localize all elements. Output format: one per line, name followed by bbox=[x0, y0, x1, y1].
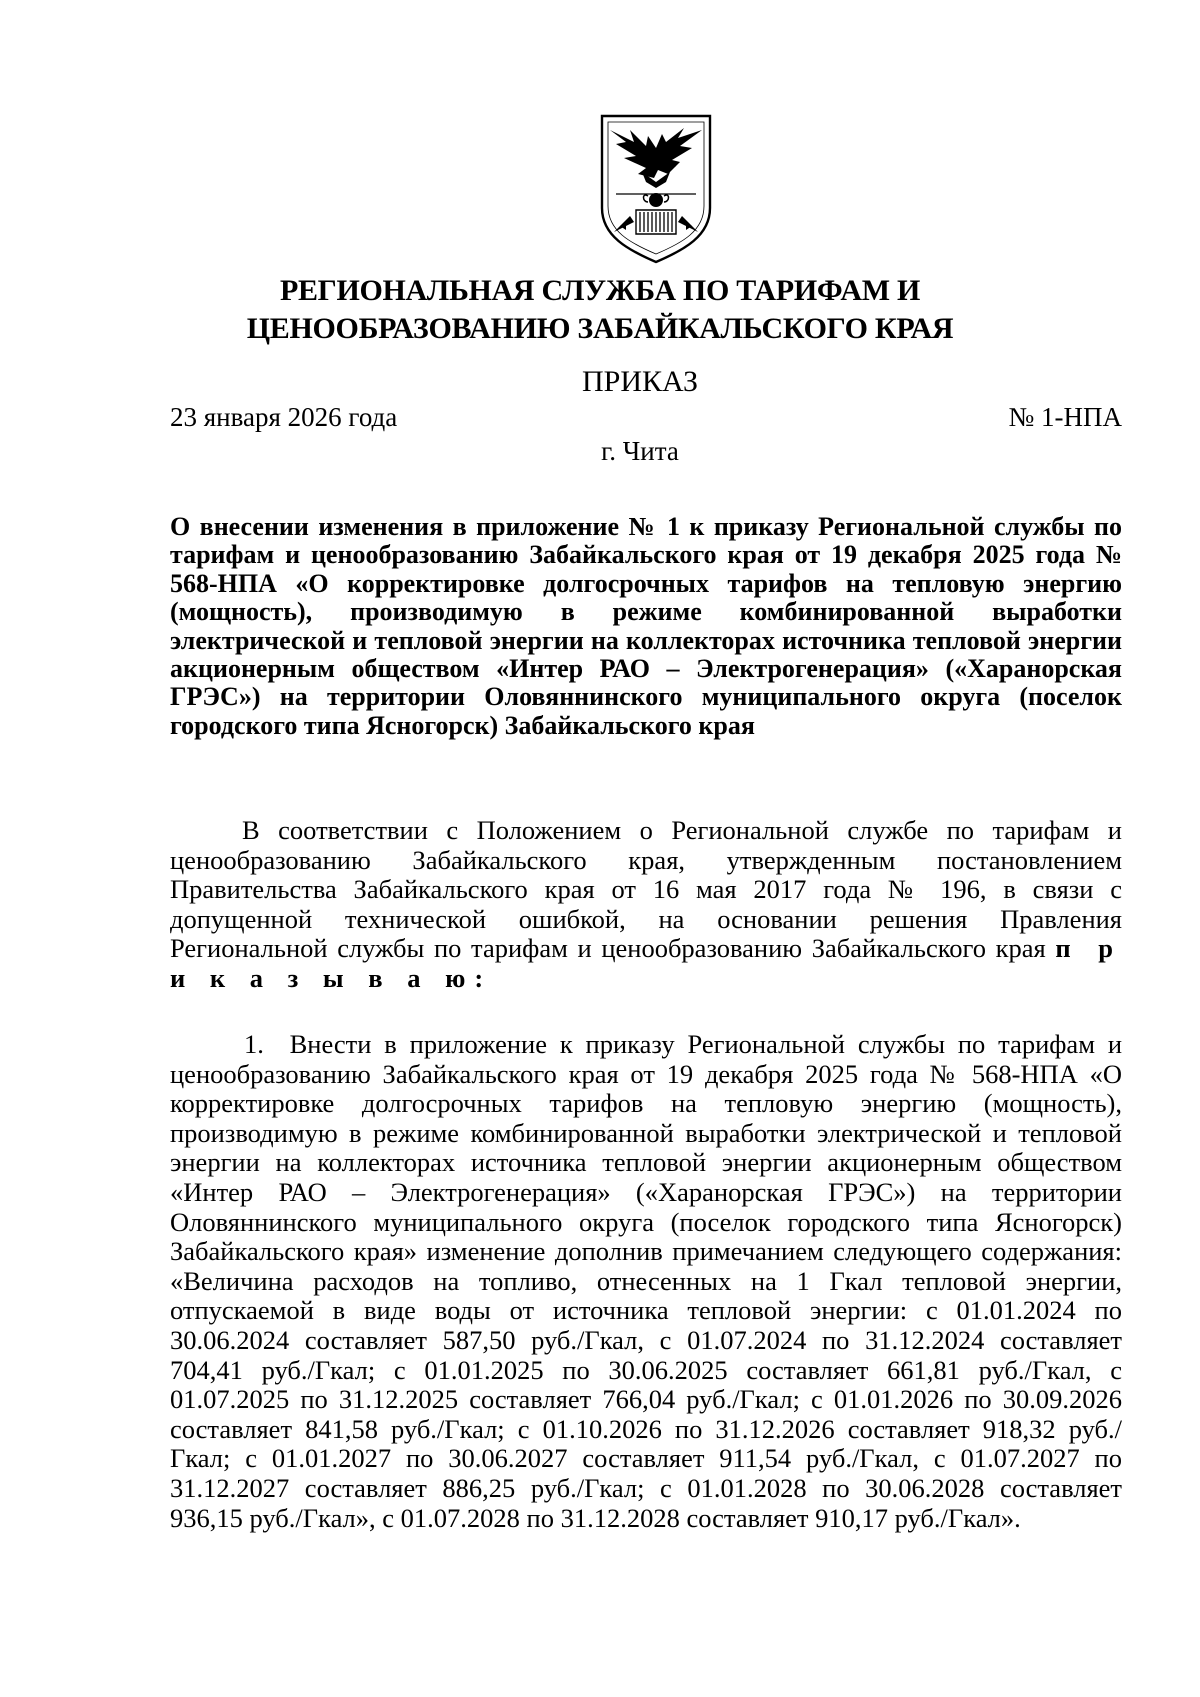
order-word: п р и к а з ы в а ю: bbox=[170, 933, 1123, 993]
organization-name-line1: РЕГИОНАЛЬНАЯ СЛУЖБА ПО ТАРИФАМ И bbox=[279, 274, 921, 307]
organization-name-line2: ЦЕНООБРАЗОВАНИЮ ЗАБАЙКАЛЬСКОГО КРАЯ bbox=[246, 312, 954, 345]
clause-paragraph bbox=[170, 1030, 1122, 1533]
clause-text: Внести в приложение к приказу Региональной службы по тарифам и ценообразованию Забайкальского края от 19 декабря 2025 года № 568-НПА «О корректировке долгосрочных тарифов на тепловую энергию (мощность), производимую в режиме комбинированной выработки электрической и тепловой энергии на коллекторах источника тепловой энергии акционерным обществом «Интер РАО – Электрогенерация» («Харанорская ГРЭС») на территории Оловяннинского муниципального округа (поселок городского типа Ясногорск) Забайкальского края» изменение дополнив примечанием следующего содержания: «Величина расходов на топливо, отнесенных на 1 Гкал тепловой энергии, отпускаемой в виде воды от источника тепловой энергии: с 01.01.2024 по 30.06.2024 составляет 587,50 руб./Гкал, с 01.07.2024 по 31.12.2024 составляет 704,41 руб./Гкал; с 01.01.2025 по 30.06.2025 составляет 661,81 руб./Гкал, с 01.07.2025 по 31.12.2025 составляет 766,04 руб./Гкал; с 01.01.2026 по 30.09.2026 составляет 841,58 руб./Гкал; с 01.10.2026 по 31.12.2026 составляет 918,32 руб./Гкал; с 01.01.2027 по 30.06.2027 составляет 911,54 руб./Гкал, с 01.07.2027 по 31.12.2027 составляет 886,25 руб./Гкал; с 01.01.2028 по 30.06.2028 составляет 936,15 руб./Гкал», с 01.07.2028 по 31.12.2028 составляет 910,17 руб./Гкал». bbox=[170, 1029, 1123, 1533]
document-city: г. Чита bbox=[601, 436, 679, 466]
coat-of-arms-icon bbox=[596, 112, 716, 264]
clause-number: 1. bbox=[244, 1029, 264, 1059]
preamble-paragraph bbox=[170, 816, 1122, 994]
document-date: 23 января 2026 года bbox=[170, 402, 398, 432]
document-number: № 1-НПА bbox=[1008, 402, 1122, 432]
preamble-text: В соответствии с Положением о Региональной службе по тарифам и ценообразованию Забайкальского края, утвержденным постановлением Правительства Забайкальского края от 16 мая 2017 года № 196, в связи с допущенной технической ошибкой, на основании решения Правления Региональной службы по тарифам и ценообразованию Забайкальского края bbox=[170, 815, 1122, 964]
document-subject: О внесении изменения в приложение № 1 к приказу Региональной службы по тарифам и ценообразованию Забайкальского края от 19 декабря 2025 года № 568-НПА «О корректировке долгосрочных тарифов на тепловую энергию (мощность), производимую в режиме комбинированной выработки электрической и тепловой энергии на коллекторах источника тепловой энергии акционерным обществом «Интер РАО – Электрогенерация» («Харанорская ГРЭС») на территории Оловяннинского муниципального округа (поселок городского типа Ясногорск) Забайкальского края bbox=[170, 512, 1122, 740]
document-type: ПРИКАЗ bbox=[582, 365, 698, 398]
